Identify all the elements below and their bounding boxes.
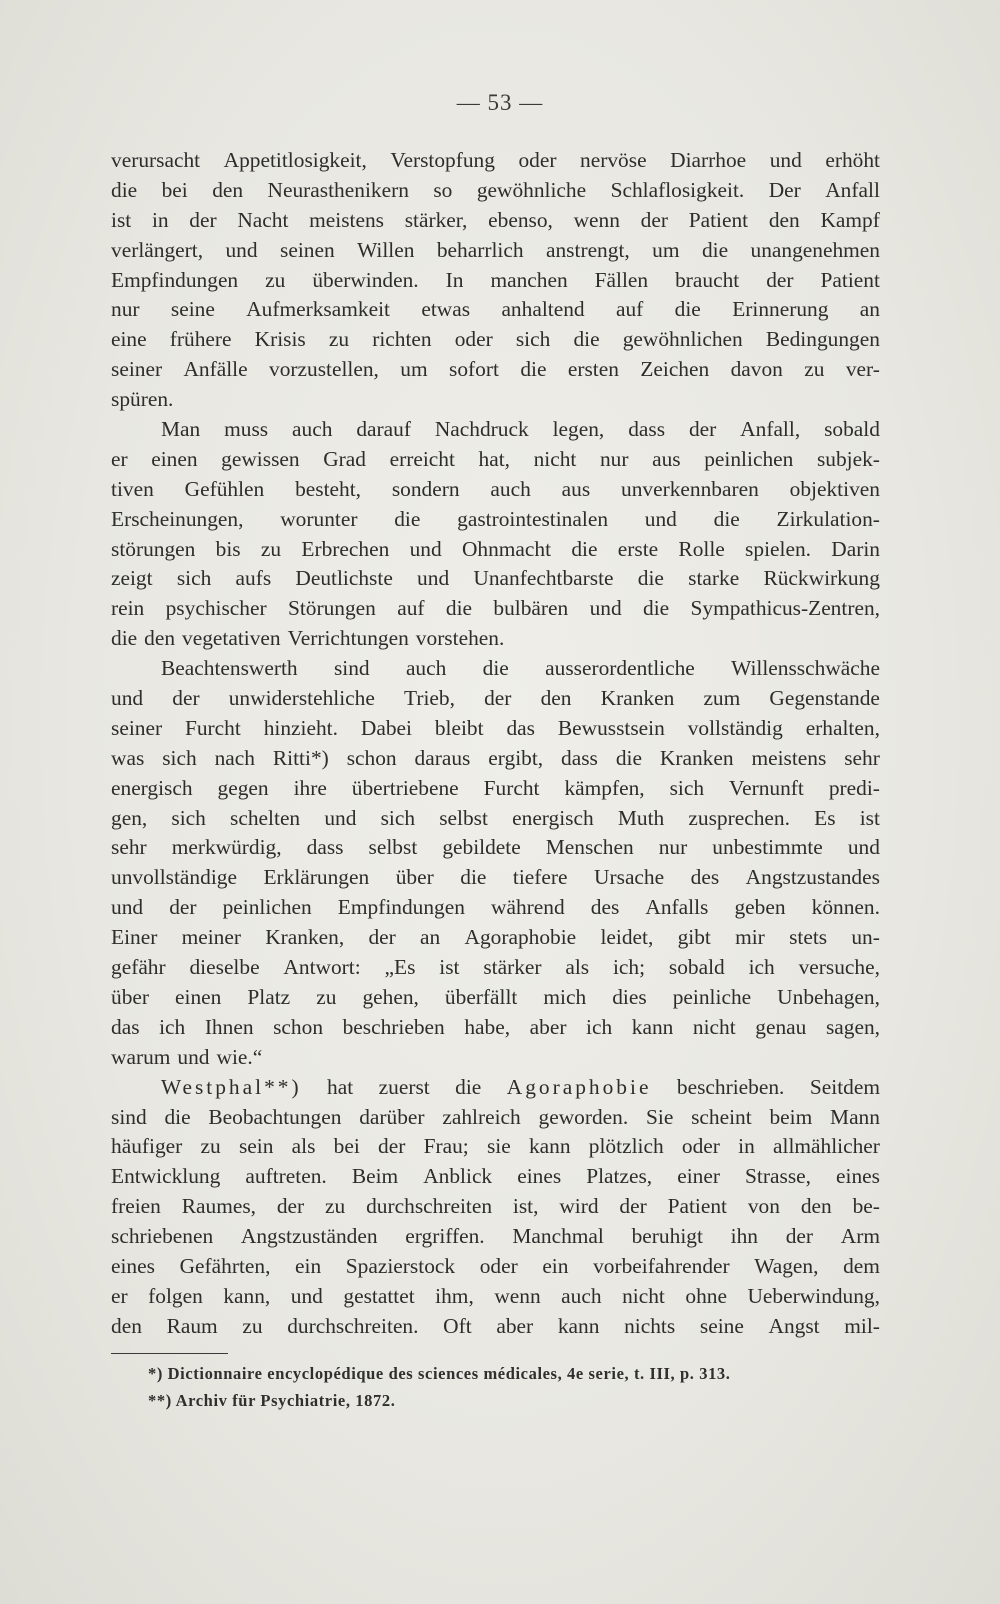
text-line: Einer meiner Kranken, der an Agoraphobie leidet, gibt mir stets un- xyxy=(111,925,880,950)
text-line: die bei den Neurasthenikern so gewöhnliche Schlaflosigkeit. Der Anfall xyxy=(111,177,880,202)
text-line: unvollständige Erklärungen über die tiefere Ursache des Angstzustandes xyxy=(111,865,880,890)
text-line: rein psychischer Störungen auf die bulbären und die Sympathicus-Zentren, xyxy=(111,596,880,621)
footnotes xyxy=(148,1360,888,1414)
text-line: den Raum zu durchschreiten. Oft aber kann nichts seine Angst mil- xyxy=(111,1313,880,1338)
text-line: das ich Ihnen schon beschrieben habe, aber ich kann nicht genau sagen, xyxy=(111,1014,880,1039)
text-line: Empfindungen zu überwinden. In manchen Fällen braucht der Patient xyxy=(111,267,880,292)
text-line: sehr merkwürdig, dass selbst gebildete Menschen nur unbestimmte und xyxy=(111,835,880,860)
text-line: über einen Platz zu gehen, überfällt mich dies peinliche Unbehagen, xyxy=(111,984,880,1009)
footnote-rule xyxy=(111,1353,228,1354)
text-line: Beachtenswerth sind auch die ausserordentliche Willensschwäche xyxy=(161,656,880,681)
text-line: er einen gewissen Grad erreicht hat, nicht nur aus peinlichen subjek- xyxy=(111,446,880,471)
text-line: schriebenen Angstzuständen ergriffen. Manchmal beruhigt ihn der Arm xyxy=(111,1224,880,1249)
text-line: freien Raumes, der zu durchschreiten ist, wird der Patient von den be- xyxy=(111,1194,880,1219)
page-number: — 53 — xyxy=(456,90,544,115)
text-line: nur seine Aufmerksamkeit etwas anhaltend auf die Erinnerung an xyxy=(111,297,880,322)
text-line: störungen bis zu Erbrechen und Ohnmacht die erste Rolle spielen. Darin xyxy=(111,536,880,561)
text-line: gen, sich schelten und sich selbst energisch Muth zusprechen. Es ist xyxy=(111,805,880,830)
text-line: Erscheinungen, worunter die gastrointestinalen und die Zirkulation- xyxy=(111,506,880,531)
text-line: die den vegetativen Verrichtungen vorstehen. xyxy=(111,626,505,651)
body-text xyxy=(111,146,880,1342)
footnote-1: *) Dictionnaire encyclopédique des sciences médicales, 4e serie, t. III, p. 313. xyxy=(148,1364,731,1383)
text-line: zeigt sich aufs Deutlichste und Unanfechtbarste die starke Rückwirkung xyxy=(111,566,880,591)
text-line: eine frühere Krisis zu richten oder sich die gewöhnlichen Bedingungen xyxy=(111,327,880,352)
text-line: sind die Beobachtungen darüber zahlreich geworden. Sie scheint beim Mann xyxy=(111,1104,880,1129)
text-line: eines Gefährten, ein Spazierstock oder ein vorbeifahrender Wagen, dem xyxy=(111,1253,880,1278)
text-line: was sich nach Ritti*) schon daraus ergibt, dass die Kranken meistens sehr xyxy=(111,745,880,770)
text-line: gefähr dieselbe Antwort: „Es ist stärker als ich; sobald ich versuche, xyxy=(111,955,880,980)
text-line: verlängert, und seinen Willen beharrlich anstrengt, um die unangenehmen xyxy=(111,237,880,262)
text-line: seiner Anfälle vorzustellen, um sofort die ersten Zeichen davon zu ver- xyxy=(111,357,880,382)
text-line: ist in der Nacht meistens stärker, ebenso, wenn der Patient den Kampf xyxy=(111,207,880,232)
text-line: Entwicklung auftreten. Beim Anblick eines Platzes, einer Strasse, eines xyxy=(111,1164,880,1189)
text-line: warum und wie.“ xyxy=(111,1044,263,1069)
text-line: verursacht Appetitlosigkeit, Verstopfung oder nervöse Diarrhoe und erhöht xyxy=(111,148,880,172)
text-line: häufiger zu sein als bei der Frau; sie kann plötzlich oder in allmählicher xyxy=(111,1134,880,1159)
text-line: und der unwiderstehliche Trieb, der den Kranken zum Gegenstande xyxy=(111,686,880,711)
text-line: er folgen kann, und gestattet ihm, wenn auch nicht ohne Ueberwindung, xyxy=(111,1283,880,1308)
footnote-2: **) Archiv für Psychiatrie, 1872. xyxy=(148,1391,396,1410)
text-line: seiner Furcht hinzieht. Dabei bleibt das Bewusstsein vollständig erhalten, xyxy=(111,715,880,740)
text-line: tiven Gefühlen besteht, sondern auch aus unverkennbaren objektiven xyxy=(111,476,880,501)
text-line: Westphal**) hat zuerst die Agoraphobie beschrieben. Seitdem xyxy=(161,1074,880,1099)
text-line: energisch gegen ihre übertriebene Furcht kämpfen, sich Vernunft predi- xyxy=(111,775,880,800)
text-line: Man muss auch darauf Nachdruck legen, dass der Anfall, sobald xyxy=(161,417,880,442)
text-line: und der peinlichen Empfindungen während des Anfalls geben können. xyxy=(111,895,880,920)
text-line: spüren. xyxy=(111,387,174,412)
